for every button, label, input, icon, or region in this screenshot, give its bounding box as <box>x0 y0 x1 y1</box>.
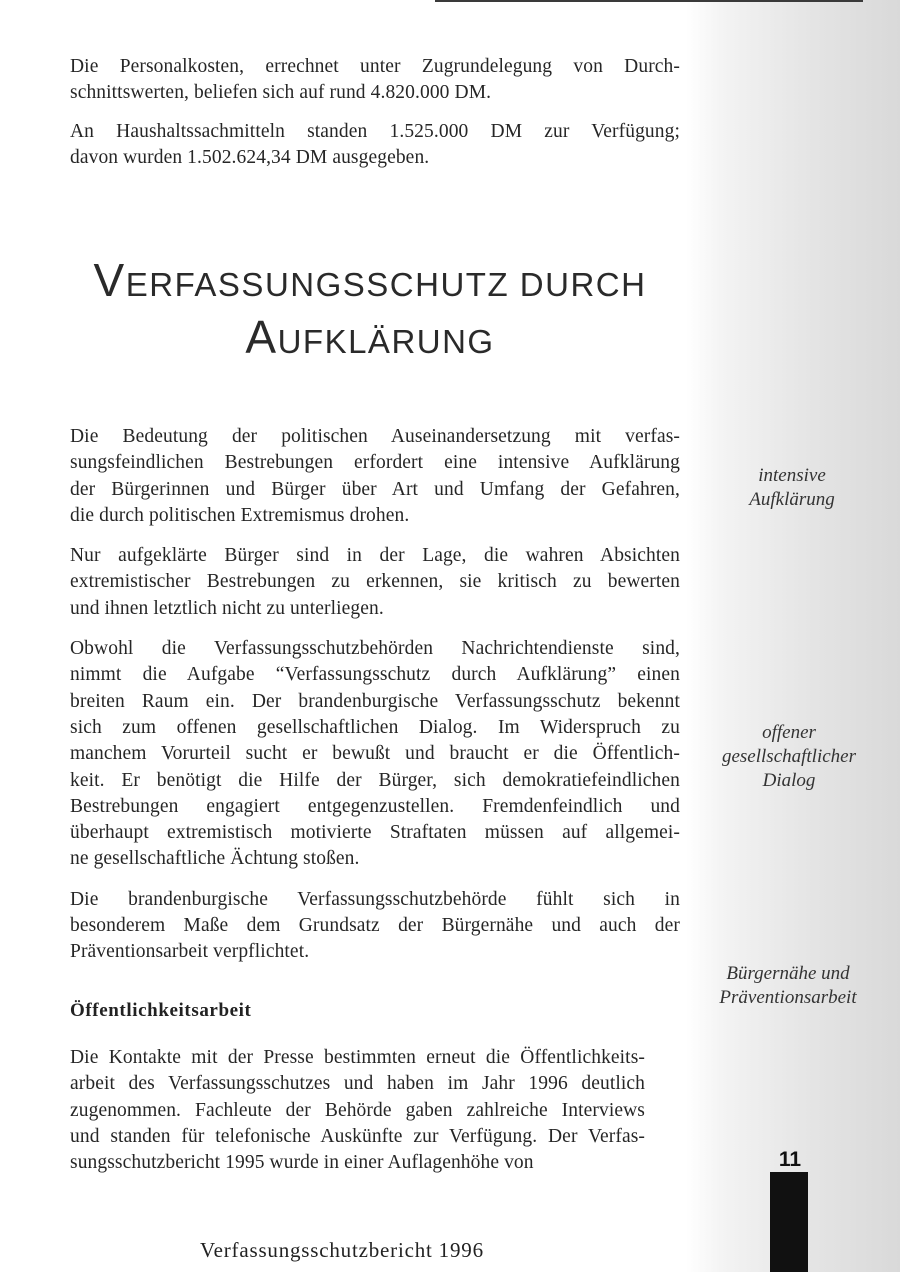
text-line: der Bürgerinnen und Bürger über Art und Umfang der Gefahren, <box>70 478 680 500</box>
intro-paragraph-1 <box>70 54 680 107</box>
text-line: Die brandenburgische Verfassungsschutzbehörde fühlt sich in <box>70 888 680 910</box>
title-line-1: VERFASSUNGSSCHUTZ DURCH <box>93 254 647 306</box>
text-line: besonderem Maße dem Grundsatz der Bürgernähe und auch der <box>70 915 680 937</box>
margin-note-line: Präventionsarbeit <box>719 987 857 1008</box>
margin-note-line: gesellschaftlicher <box>721 746 857 767</box>
intro-text <box>70 54 680 171</box>
title-line-2: AUFKLÄRUNG <box>245 311 495 363</box>
text-line: extremistischer Bestrebungen zu erkennen, sie kritisch zu bewerten <box>70 571 680 593</box>
text-line: Obwohl die Verfassungsschutzbehörden Nachrichtendienste sind, <box>70 638 680 660</box>
text-line: manchem Vorurteil sucht er bewußt und braucht er die Öffentlich- <box>70 743 680 765</box>
text-line: Bestrebungen engagiert entgegenzustellen. Fremdenfeindlich und <box>70 795 680 817</box>
page-marker-bar <box>770 1172 808 1272</box>
margin-note-intensive-aufklaerung <box>702 464 882 512</box>
text-line: Präventionsarbeit verpflichtet. <box>70 941 310 963</box>
text-line: und ihnen letztlich nicht zu unterliegen. <box>70 597 384 619</box>
margin-note-buergernaehe <box>690 962 886 1010</box>
text-line: keit. Er benötigt die Hilfe der Bürger, sich demokratiefeindlichen <box>70 769 680 791</box>
margin-note-line: Dialog <box>762 770 816 791</box>
margin-shade <box>686 0 900 1272</box>
section-1-paragraph-4 <box>70 887 680 966</box>
text-line: Nur aufgeklärte Bürger sind in der Lage, die wahren Absichten <box>70 545 680 567</box>
section-2-paragraph-1 <box>70 1045 645 1176</box>
text-line: ne gesellschaftliche Ächtung stoßen. <box>70 848 360 870</box>
margin-note-line: intensive <box>758 465 826 486</box>
text-line: zugenommen. Fachleute der Behörde gaben zahlreiche Interviews <box>70 1099 645 1121</box>
text-line: arbeit des Verfassungsschutzes und haben im Jahr 1996 deutlich <box>70 1073 645 1095</box>
top-rule <box>435 0 863 2</box>
text-line: Die Personalkosten, errechnet unter Zugrundelegung von Durch- <box>70 56 680 77</box>
section-1-paragraph-2 <box>70 543 680 622</box>
page-number: 11 <box>778 1148 802 1171</box>
margin-note-offener-dialog <box>696 721 882 793</box>
margin-note-line: offener <box>762 722 816 743</box>
text-line: An Haushaltssachmitteln standen 1.525.000 DM zur Verfügung; <box>70 120 680 142</box>
text-line: Die Bedeutung der politischen Auseinandersetzung mit verfas- <box>70 426 680 447</box>
section-2-body <box>70 1045 645 1176</box>
text-line: sungsfeindlichen Bestrebungen erfordert eine intensive Aufklärung <box>70 452 680 474</box>
text-line: und standen für telefonische Auskünfte zur Verfügung. Der Verfas- <box>70 1125 645 1147</box>
section-1-paragraph-1 <box>70 424 680 529</box>
text-line: nimmt die Aufgabe “Verfassungsschutz durch Aufklärung” einen <box>70 664 680 686</box>
text-line: davon wurden 1.502.624,34 DM ausgegeben. <box>70 146 430 168</box>
text-line: sich zum offenen gesellschaftlichen Dialog. Im Widerspruch zu <box>70 716 680 738</box>
text-line: sungsschutzbericht 1995 wurde in einer Auflagenhöhe von <box>70 1152 534 1174</box>
section-title <box>70 254 670 363</box>
section-1-paragraph-3 <box>70 636 680 873</box>
margin-note-line: Aufklärung <box>749 489 835 510</box>
section-1-body <box>70 424 680 966</box>
margin-note-line: Bürgernähe und <box>726 963 850 984</box>
intro-paragraph-2 <box>70 119 680 172</box>
text-line: überhaupt extremistisch motivierte Straftaten müssen auf allgemei- <box>70 822 680 844</box>
text-line: breiten Raum ein. Der brandenburgische Verfassungsschutz bekennt <box>70 690 680 712</box>
text-line: Die Kontakte mit der Presse bestimmten erneut die Öffentlichkeits- <box>70 1047 645 1068</box>
subheading-oeffentlichkeitsarbeit: Öffentlichkeitsarbeit <box>70 1000 252 1021</box>
text-line: schnittswerten, beliefen sich auf rund 4.820.000 DM. <box>70 82 492 104</box>
page-footer: Verfassungsschutzbericht 1996 <box>200 1238 484 1262</box>
text-line: die durch politischen Extremismus drohen. <box>70 504 410 526</box>
